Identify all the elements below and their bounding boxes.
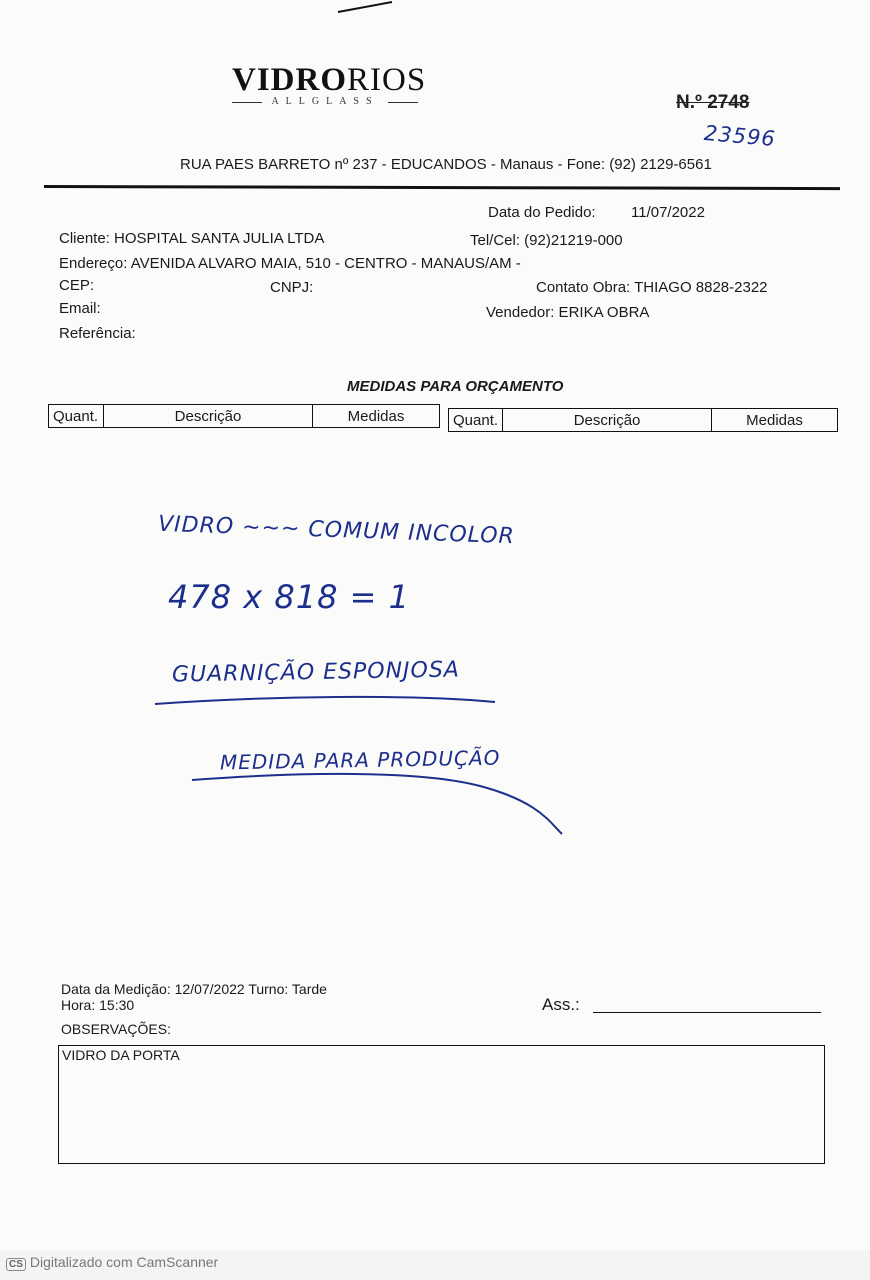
- address-field: Endereço: AVENIDA ALVARO MAIA, 510 - CENTRO - MANAUS/AM -: [59, 255, 521, 272]
- signature-line: [593, 1012, 821, 1013]
- contact-field: Contato Obra: THIAGO 8828-2322: [536, 279, 768, 296]
- seller-field: Vendedor: ERIKA OBRA: [486, 304, 650, 321]
- col-header-meas: Medidas: [712, 409, 838, 432]
- observations-box: [58, 1045, 825, 1164]
- col-header-desc: Descrição: [104, 405, 313, 428]
- reference-field: Referência:: [59, 325, 136, 342]
- pen-mark: [330, 0, 400, 16]
- handwritten-line-2: 478 x 818 = 1: [168, 578, 410, 616]
- measure-time: Hora: 15:30: [61, 997, 135, 1013]
- measures-title: MEDIDAS PARA ORÇAMENTO: [347, 378, 564, 395]
- order-date-value: 11/07/2022: [631, 204, 705, 221]
- measures-table-right: [448, 408, 838, 432]
- handwritten-number: 23596: [703, 120, 777, 152]
- camscanner-icon: CS: [6, 1258, 26, 1271]
- cnpj-field: CNPJ:: [270, 279, 314, 296]
- company-logo: [232, 62, 426, 99]
- col-header-qty: Quant.: [49, 405, 104, 428]
- scanner-text: Digitalizado com CamScanner: [29, 1254, 219, 1270]
- measures-table-left: [48, 404, 440, 428]
- observations-label: OBSERVAÇÕES:: [61, 1021, 171, 1037]
- client-field: Cliente: HOSPITAL SANTA JULIA LTDA: [59, 230, 325, 247]
- logo-subtitle: ALLGLASS: [232, 96, 418, 107]
- printed-number: N.º 2748: [676, 92, 750, 113]
- logo-light-text: RIOS: [347, 62, 427, 98]
- observations-text: VIDRO DA PORTA: [62, 1047, 180, 1063]
- signature-label: Ass.:: [542, 995, 580, 1014]
- measure-date: Data da Medição: 12/07/2022 Turno: Tarde: [61, 981, 327, 997]
- phone-field: Tel/Cel: (92)21219-000: [470, 232, 623, 249]
- handwritten-underlines: [150, 688, 580, 838]
- handwritten-line-3: GUARNIÇÃO ESPONJOSA: [171, 657, 461, 688]
- email-field: Email:: [59, 300, 101, 317]
- scanner-footer: [6, 1254, 218, 1271]
- col-header-desc: Descrição: [503, 409, 712, 432]
- company-address: RUA PAES BARRETO nº 237 - EDUCANDOS - Manaus - Fone: (92) 2129-6561: [180, 156, 712, 173]
- handwritten-line-1: VIDRO ~~~ COMUM INCOLOR: [157, 511, 516, 550]
- col-header-meas: Medidas: [313, 405, 440, 428]
- cep-field: CEP:: [59, 277, 95, 294]
- handwritten-line-4: MEDIDA PARA PRODUÇÃO: [219, 745, 501, 775]
- col-header-qty: Quant.: [449, 409, 503, 432]
- order-date-label: Data do Pedido:: [488, 204, 596, 221]
- logo-bold-text: VIDRO: [232, 62, 348, 98]
